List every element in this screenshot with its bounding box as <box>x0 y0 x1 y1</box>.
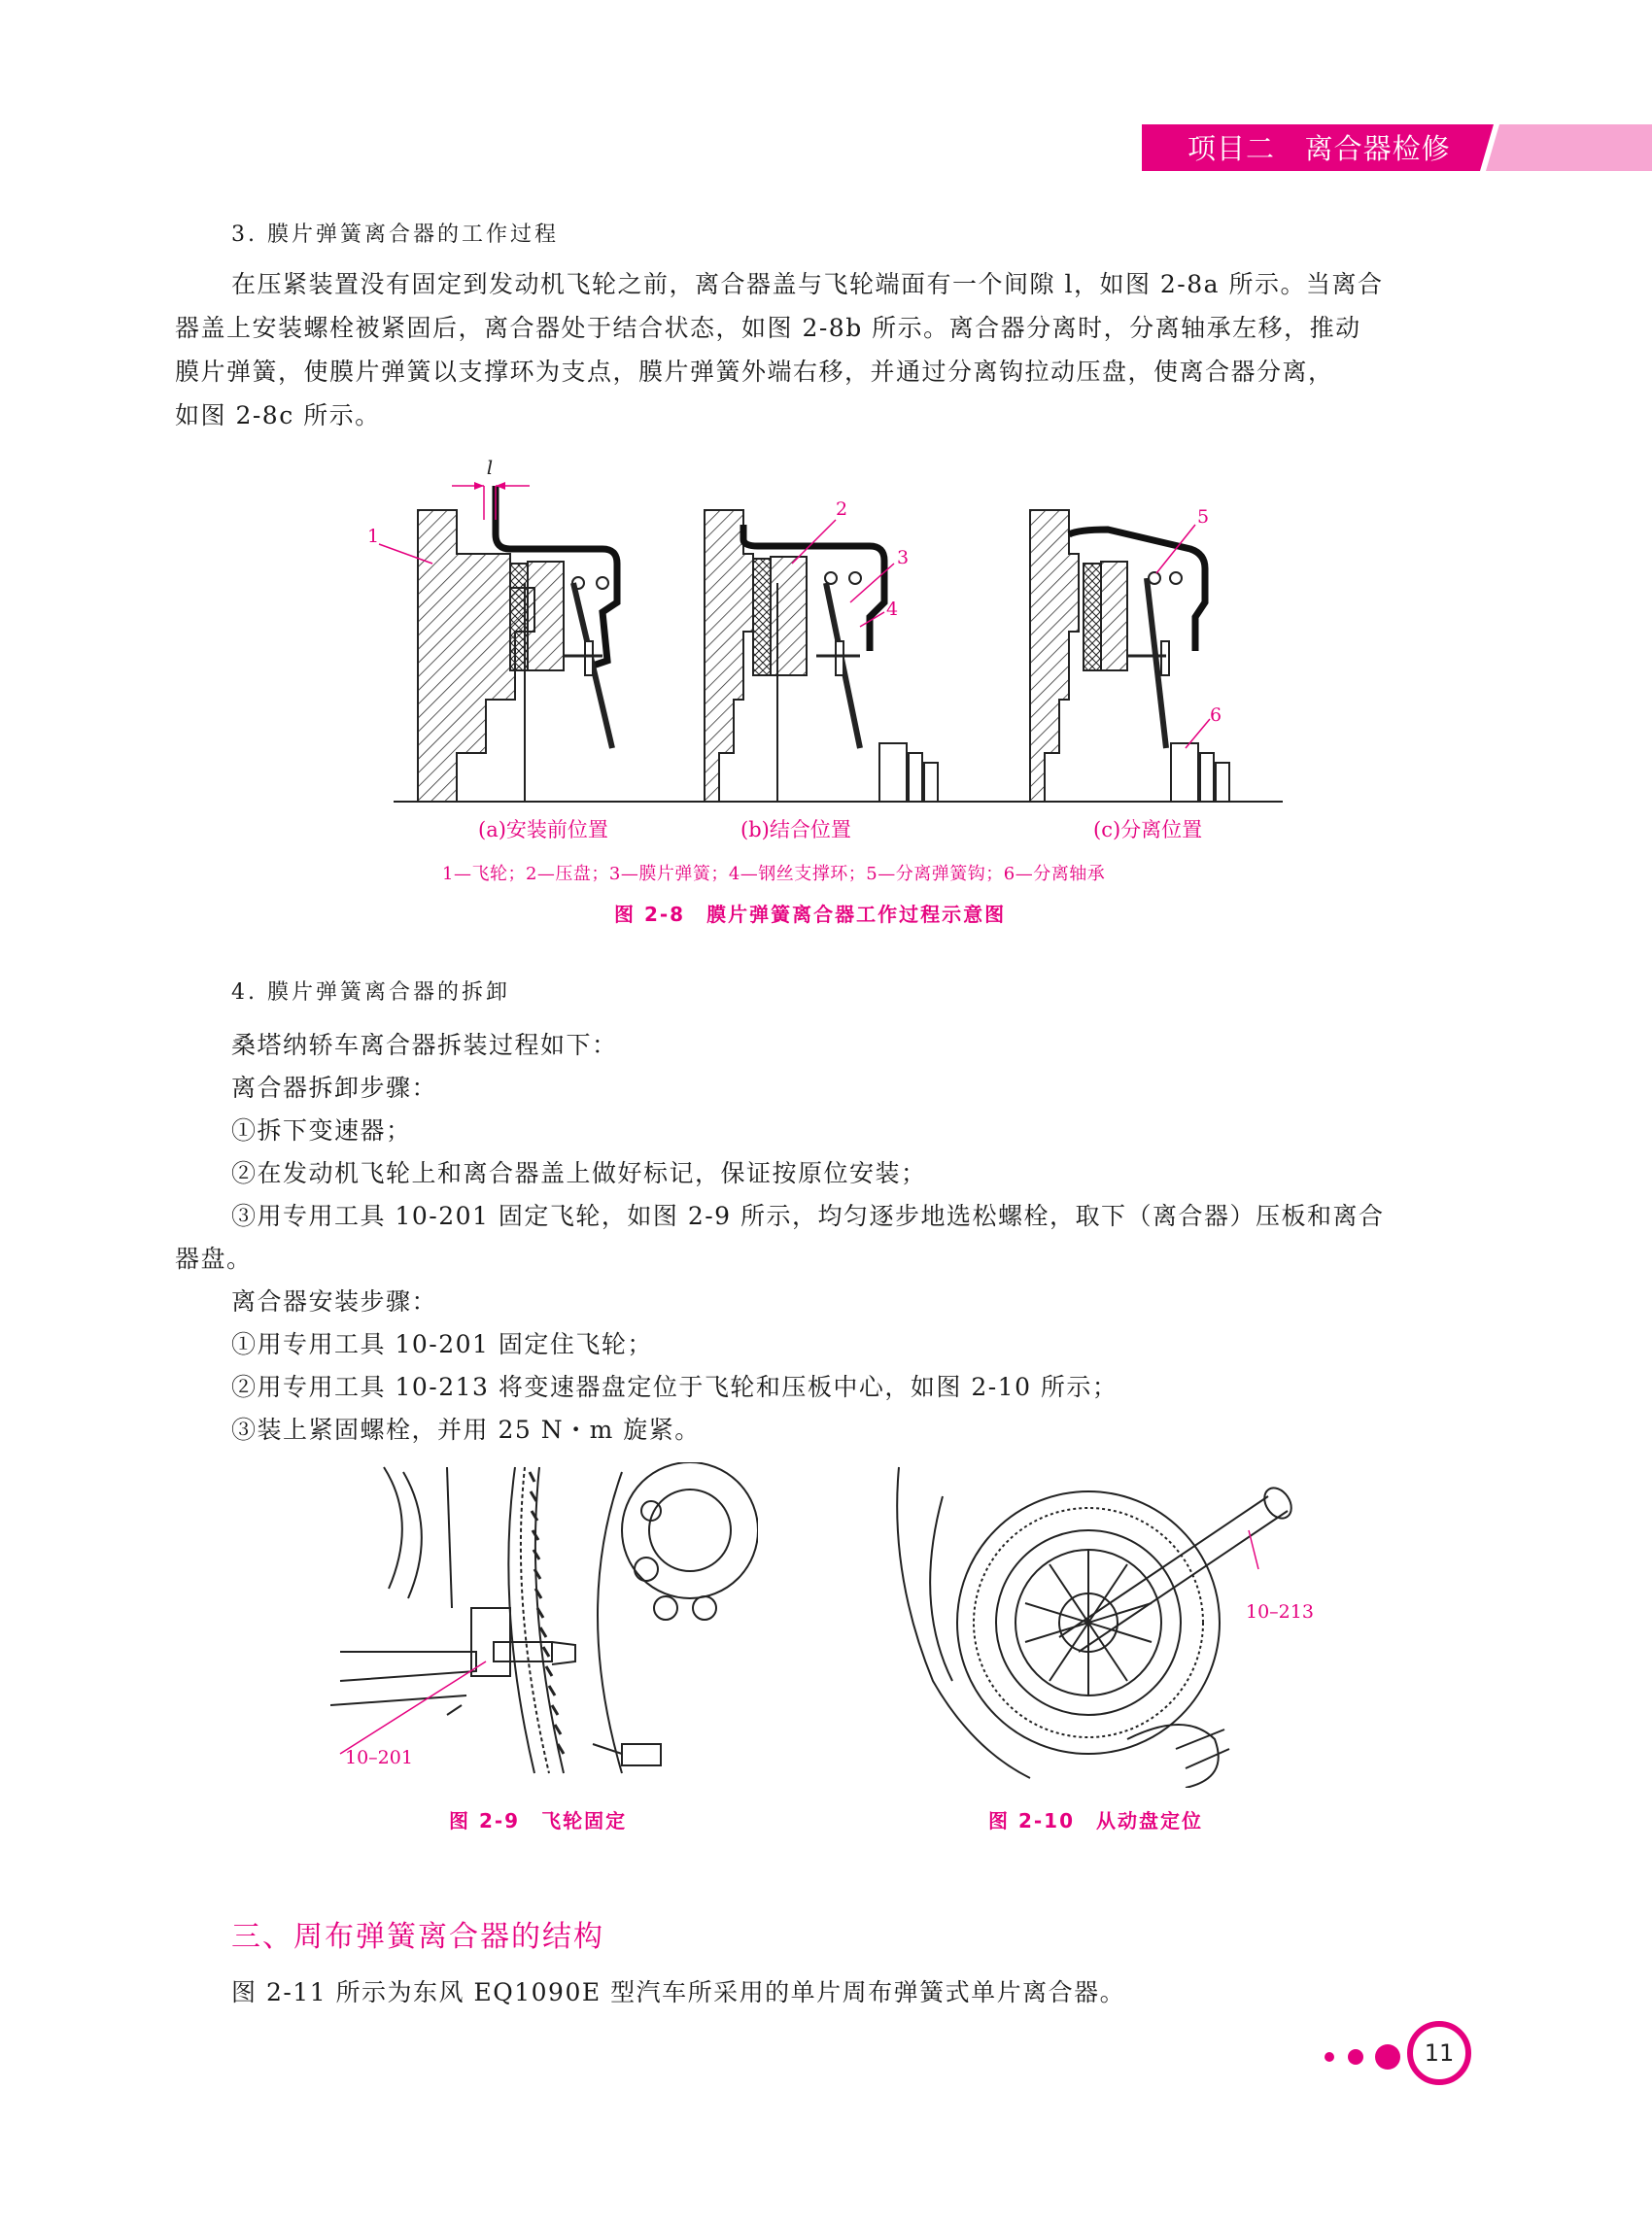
figure-2-10-illustration <box>894 1457 1322 1788</box>
callout-6: 6 <box>1210 704 1222 726</box>
figure-2-8-caption: 图 2-8 膜片弹簧离合器工作过程示意图 <box>614 903 1007 926</box>
callout-1: 1 <box>367 526 380 547</box>
page-number: 11 <box>1424 2039 1455 2067</box>
header-chapter-title: 离合器检修 <box>1304 132 1451 165</box>
tool-label-10-213: 10–213 <box>1246 1601 1314 1623</box>
panel-b-drawing <box>705 498 938 802</box>
panel-a-drawing <box>367 457 617 802</box>
header-title <box>1187 127 1451 170</box>
install-step-1: ①用专用工具 10-201 固定住飞轮； <box>231 1330 653 1358</box>
section-3-line-3: 膜片弹簧，使膜片弹簧以支撑环为支点，膜片弹簧外端右移，并通过分离钩拉动压盘，使离合器分离， <box>175 358 1334 386</box>
section-4-heading: 4. 膜片弹簧离合器的拆卸 <box>231 980 510 1005</box>
section-three-title: 三、周布弹簧离合器的结构 <box>231 1920 604 1954</box>
figure-2-8-sub-c: (c)分离位置 <box>1093 818 1203 841</box>
figure-2-10-caption: 图 2-10 从动盘定位 <box>988 1809 1204 1832</box>
section-3-line-4: 如图 2-8c 所示。 <box>175 401 381 429</box>
removal-step-1: ①拆下变速器； <box>231 1116 412 1145</box>
panel-c-drawing <box>1030 506 1229 802</box>
section-three-text: 图 2-11 所示为东风 EQ1090E 型汽车所采用的单片周布弹簧式单片离合器。 <box>231 1978 1126 2006</box>
figure-2-8-sub-a: (a)安装前位置 <box>478 818 608 841</box>
install-step-2: ②用专用工具 10-213 将变速器盘定位于飞轮和压板中心，如图 2-10 所示； <box>231 1373 1119 1401</box>
removal-title: 离合器拆卸步骤： <box>231 1074 438 1102</box>
header-chapter: 项目二 <box>1187 132 1276 165</box>
callout-2: 2 <box>836 498 848 520</box>
figure-2-9-illustration <box>330 1462 758 1783</box>
section-3-heading: 3. 膜片弹簧离合器的工作过程 <box>231 223 559 247</box>
install-title: 离合器安装步骤： <box>231 1287 438 1316</box>
callout-5: 5 <box>1197 506 1210 528</box>
removal-step-2: ②在发动机飞轮上和离合器盖上做好标记，保证按原位安装； <box>231 1159 927 1187</box>
section-3-line-1: 在压紧装置没有固定到发动机飞轮之前，离合器盖与飞轮端面有一个间隙 l，如图 2-8a 所示。当离合 <box>231 270 1384 298</box>
section-4-intro: 桑塔纳轿车离合器拆装过程如下： <box>231 1031 618 1059</box>
removal-step-3-cont: 器盘。 <box>175 1245 253 1273</box>
removal-step-3: ③用专用工具 10-201 固定飞轮，如图 2-9 所示，均匀逐步地选松螺栓，取下（离合器）压板和离合 <box>231 1202 1385 1230</box>
install-step-3: ③装上紧固螺栓，并用 25 N・m 旋紧。 <box>231 1416 701 1444</box>
figure-2-8-legend: 1—飞轮；2—压盘；3—膜片弹簧；4—钢丝支撑环；5—分离弹簧钩；6—分离轴承 <box>442 864 1106 884</box>
figure-2-9-caption: 图 2-9 飞轮固定 <box>449 1809 628 1832</box>
callout-3: 3 <box>897 547 910 568</box>
callout-4: 4 <box>886 599 899 620</box>
gap-label: l <box>486 457 494 479</box>
figure-2-8-sub-b: (b)结合位置 <box>740 818 851 841</box>
figure-2-8-diagram <box>360 457 1312 826</box>
tool-label-10-201: 10–201 <box>345 1747 413 1768</box>
section-3-line-2: 器盖上安装螺栓被紧固后，离合器处于结合状态，如图 2-8b 所示。离合器分离时，分离轴承左移，推动 <box>175 314 1361 342</box>
